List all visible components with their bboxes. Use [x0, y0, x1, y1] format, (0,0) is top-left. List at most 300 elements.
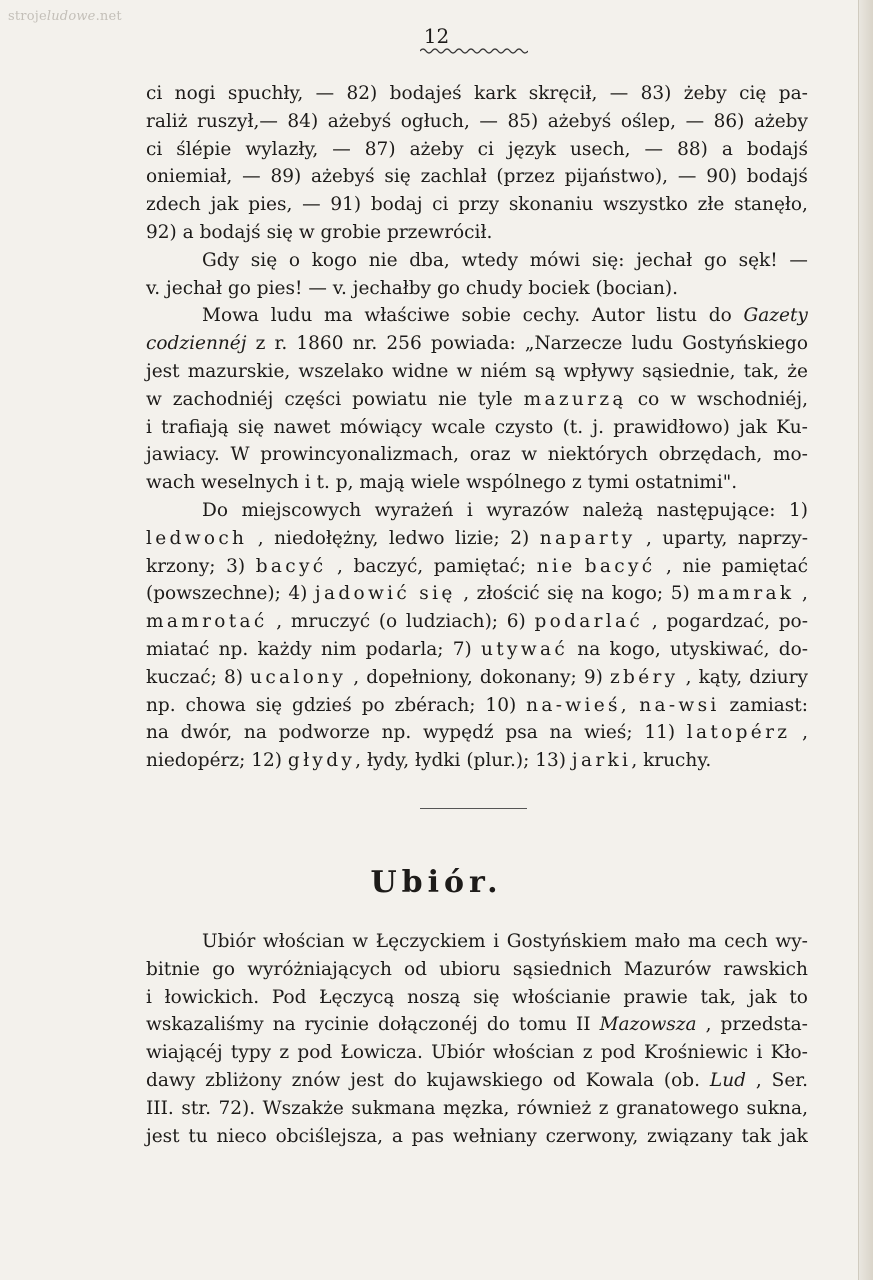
word: dwór, — [180, 722, 233, 744]
word: zbliżony — [205, 1069, 282, 1091]
word: 91) — [330, 194, 362, 216]
word: tak — [741, 1125, 772, 1147]
word: ci — [146, 138, 163, 160]
word: 12) — [251, 750, 283, 772]
word: lizie; — [455, 527, 500, 549]
word: — — [685, 110, 705, 132]
word: mówi — [529, 249, 581, 271]
word: kogo; — [611, 583, 664, 605]
word: t. — [316, 472, 330, 494]
word: zachodniéj — [172, 388, 274, 410]
word: np. — [146, 694, 176, 716]
word: Łęczycą — [319, 986, 395, 1008]
word: wiającéj — [146, 1042, 223, 1064]
text-line — [146, 191, 808, 219]
word: listu — [656, 305, 697, 327]
spaced-term: zbéry — [609, 666, 679, 688]
text-line — [146, 580, 808, 608]
word: tyle — [477, 388, 513, 410]
word: nim — [321, 638, 357, 660]
word: Ku- — [776, 416, 808, 438]
word: „Narzecze — [524, 333, 623, 355]
spaced-term: głydy — [287, 750, 356, 772]
word: 11) — [644, 722, 676, 744]
word: np. — [381, 722, 412, 744]
word: 7) — [452, 638, 472, 660]
word: go — [212, 958, 236, 980]
word: się — [547, 583, 574, 605]
text-line — [146, 1123, 808, 1151]
word: Pod — [271, 986, 307, 1008]
italic-title: Mazowsza — [599, 1014, 697, 1036]
word: ledwo — [388, 527, 445, 549]
word: przedsta- — [720, 1014, 808, 1036]
text-line — [146, 469, 808, 497]
word: i — [146, 986, 152, 1008]
word: , — [463, 583, 470, 605]
word: sukmana — [351, 1097, 436, 1119]
word: również — [516, 1097, 592, 1119]
word: rycinie — [304, 1014, 370, 1036]
word: , — [355, 750, 362, 772]
word: się — [473, 986, 500, 1008]
word: jak — [210, 194, 239, 216]
spaced-term: na-wieś, na-wsi — [526, 694, 720, 716]
word: dawy — [146, 1069, 196, 1091]
word: wy- — [775, 931, 808, 952]
word: 1860 — [296, 333, 344, 355]
word: 2) — [510, 527, 530, 549]
word: nie — [368, 249, 398, 271]
text-line — [146, 636, 808, 664]
word: prowincyonalizmach, — [260, 444, 459, 466]
word: nawet — [273, 416, 331, 438]
word: 6) — [506, 611, 526, 633]
spaced-term: latopérz — [686, 722, 791, 744]
word: język — [507, 138, 556, 160]
spaced-term: mamrotać — [146, 611, 268, 633]
word: , — [685, 666, 692, 688]
text-line — [146, 219, 808, 247]
word: na — [549, 722, 573, 744]
word: Ser. — [771, 1069, 808, 1091]
word: — — [302, 194, 321, 216]
text-line — [146, 1067, 808, 1095]
word: łowickich. — [164, 986, 260, 1008]
body-text-section-one — [146, 80, 808, 775]
word: ażebyś — [547, 110, 612, 132]
word: , — [801, 583, 808, 605]
text-line — [146, 247, 808, 275]
word: 3) — [226, 555, 246, 577]
word: , — [631, 750, 638, 772]
word: się — [250, 249, 278, 271]
word: właściwe — [364, 305, 450, 327]
word: złościć — [476, 583, 540, 605]
text-line — [146, 984, 808, 1012]
text-line — [146, 553, 808, 581]
word: zamiast: — [729, 694, 808, 716]
word: kogo, — [609, 638, 661, 660]
word: , — [337, 555, 343, 577]
word: należą — [582, 499, 644, 521]
word: chowa — [185, 694, 246, 716]
word: jechałby — [352, 277, 432, 299]
word: wyrażeń — [374, 499, 454, 521]
italic-title: Lud — [709, 1069, 746, 1091]
word: — — [242, 166, 261, 188]
word: pies! — [256, 277, 303, 299]
word: kark — [474, 83, 517, 104]
word: kąty, — [698, 666, 743, 688]
word: — — [479, 110, 498, 132]
word: Ubiór — [431, 1042, 485, 1064]
site-watermark — [8, 9, 122, 24]
text-line — [146, 1011, 808, 1039]
word: stanęło, — [734, 194, 808, 216]
text-line — [146, 956, 808, 984]
word: — — [789, 249, 808, 271]
word: 90) — [706, 166, 737, 188]
word: przy — [458, 194, 500, 216]
word: skonaniu — [508, 194, 594, 216]
word: ludu — [631, 333, 674, 355]
word: Kło- — [770, 1042, 808, 1064]
word: sęk! — [738, 249, 778, 271]
word: v. — [146, 277, 161, 299]
word: bodajś — [199, 221, 261, 243]
spaced-term: ucalony — [250, 666, 347, 688]
word: 4) — [288, 583, 308, 605]
word: ogłuch, — [400, 110, 470, 132]
word: (przez — [496, 166, 555, 188]
word: 84) — [287, 110, 319, 132]
word: w — [521, 444, 538, 466]
text-line — [146, 1039, 808, 1067]
word: jak — [739, 416, 768, 438]
word: j. — [592, 416, 604, 438]
word: 10) — [485, 694, 517, 716]
word: (powszechne); — [146, 583, 281, 605]
word: łydy, — [366, 750, 410, 772]
word: pijaństwo), — [564, 166, 669, 188]
word: sobie — [461, 305, 511, 327]
text-line — [146, 414, 808, 442]
word: ażebyś — [311, 166, 375, 188]
word: , — [353, 666, 360, 688]
word: czerwony, — [545, 1125, 639, 1147]
word: 88) — [677, 138, 708, 160]
word: mają — [359, 472, 405, 494]
word: 89) — [270, 166, 302, 188]
word: niém — [480, 360, 527, 382]
word: ci — [146, 83, 163, 104]
text-line — [146, 608, 808, 636]
word: z — [572, 472, 582, 494]
section-heading: Ubiór. — [370, 865, 503, 900]
word: (bocian). — [595, 277, 679, 299]
word: tu — [188, 1125, 208, 1147]
word: wypędź — [423, 722, 494, 744]
word: oraz — [469, 444, 511, 466]
word: się — [237, 416, 265, 438]
word: rawskich — [723, 958, 808, 980]
word: raliż — [146, 110, 188, 132]
word: tomu — [518, 1014, 567, 1036]
word: podworze — [278, 722, 370, 744]
word: następujące: — [656, 499, 776, 521]
word: , — [755, 1069, 762, 1091]
word: zbérach; — [394, 694, 476, 716]
page-number: 12 — [423, 24, 450, 48]
word: pas — [411, 1125, 445, 1147]
word: ostatnimi". — [634, 472, 738, 494]
spaced-term: nie bacyć — [536, 555, 656, 577]
text-line — [146, 664, 808, 692]
word: ludziach); — [405, 611, 499, 633]
word: Kowala — [585, 1069, 654, 1091]
word: 8) — [223, 666, 243, 688]
word: III. — [146, 1097, 174, 1119]
word: nie — [682, 555, 712, 577]
word: ażebyś — [327, 110, 392, 132]
word: na — [577, 638, 601, 660]
word: gdzieś — [292, 694, 352, 716]
word: wschodniéj, — [697, 388, 808, 410]
word: i — [146, 416, 152, 438]
word: 86) — [713, 110, 745, 132]
word: 72). — [218, 1097, 256, 1119]
word: tymi — [587, 472, 630, 494]
word: sąsiednich — [512, 958, 612, 980]
word: pa- — [778, 83, 808, 104]
word: i — [493, 931, 500, 952]
word: wcale — [431, 416, 486, 438]
word: cechy. — [522, 305, 581, 327]
word: nieco — [216, 1125, 267, 1147]
word: sąsiednie, — [642, 360, 736, 382]
word: weselnych — [201, 472, 299, 494]
word: , — [276, 611, 283, 633]
word: wyróżniających — [247, 958, 392, 980]
text-line — [146, 747, 808, 775]
word: w — [298, 221, 315, 243]
word: prawie — [623, 986, 688, 1008]
word: kogo — [311, 249, 358, 271]
word: wszystko — [603, 194, 688, 216]
word: — — [609, 83, 629, 104]
word: ślépie — [176, 138, 232, 160]
word: dokonany; — [479, 666, 577, 688]
word: 85) — [507, 110, 539, 132]
word: zdech — [146, 194, 201, 216]
word: czysto — [494, 416, 554, 438]
spaced-term: bacyć — [255, 555, 327, 577]
word: skręcił, — [528, 83, 598, 104]
word: a — [721, 138, 733, 160]
word: v. — [332, 277, 347, 299]
word: niedołężny, — [274, 527, 379, 549]
word: baczyć, — [353, 555, 424, 577]
word: chudy — [465, 277, 523, 299]
word: kujawskiego — [426, 1069, 543, 1091]
word: a — [182, 221, 194, 243]
word: bociek — [528, 277, 590, 299]
word: dziury — [749, 666, 808, 688]
word: ażeby — [753, 110, 808, 132]
word: niedopérz; — [146, 750, 246, 772]
watermark-suffix: .net — [95, 9, 122, 24]
word: to — [789, 986, 808, 1008]
word: ci — [477, 138, 494, 160]
word: pod — [600, 1042, 636, 1064]
word: jak — [779, 1125, 808, 1147]
word: wiele — [410, 472, 461, 494]
text-line — [146, 358, 808, 386]
word: wspólnego — [466, 472, 567, 494]
word: granatowego — [616, 1097, 739, 1119]
word: ludu — [270, 305, 313, 327]
word: jak — [748, 986, 777, 1008]
word: pod — [297, 1042, 333, 1064]
word: — — [677, 166, 697, 188]
word: grobie — [320, 221, 382, 243]
spaced-term: mazurzą — [523, 388, 627, 410]
word: go — [227, 277, 251, 299]
word: nie — [438, 388, 467, 410]
word: męzka, — [443, 1097, 510, 1119]
word: Ubiór — [202, 931, 256, 952]
page-edge-shadow — [858, 0, 873, 1280]
word: (o — [378, 611, 398, 633]
word: jechał — [166, 277, 223, 299]
text-line — [146, 441, 808, 469]
word: noszą — [407, 986, 461, 1008]
word: , — [705, 1014, 712, 1036]
word: uparty, — [662, 527, 728, 549]
word: miejscowych — [241, 499, 362, 521]
word: złe — [697, 194, 725, 216]
wavy-ornament — [420, 46, 528, 56]
word: do — [393, 1069, 417, 1091]
word: pamiętać — [721, 555, 808, 577]
word: a — [391, 1125, 403, 1147]
word: w — [352, 931, 369, 952]
word: wylazły, — [245, 138, 319, 160]
word: żeby — [683, 83, 727, 104]
word: Łowicza. — [340, 1042, 423, 1064]
word: ubioru — [439, 958, 501, 980]
text-line — [146, 136, 808, 164]
word: Autor — [591, 305, 645, 327]
word: powiatu — [352, 388, 428, 410]
word: (ob. — [663, 1069, 700, 1091]
word: 87) — [364, 138, 396, 160]
word: wełniany — [452, 1125, 537, 1147]
text-line — [146, 497, 808, 525]
word: wskazaliśmy — [146, 1014, 264, 1036]
word: typy — [230, 1042, 272, 1064]
word: do — [486, 1014, 510, 1036]
spaced-term: ledwoch — [146, 527, 248, 549]
word: (t. — [562, 416, 584, 438]
word: dołączonéj — [378, 1014, 478, 1036]
word: są — [534, 360, 556, 382]
word: bodajś — [746, 138, 808, 160]
word: z — [582, 1042, 593, 1064]
word: cię — [739, 83, 767, 104]
word: oślep, — [620, 110, 677, 132]
word: prawidłowo) — [613, 416, 730, 438]
word: widne — [391, 360, 449, 382]
word: 256 — [386, 333, 422, 355]
word: co — [637, 388, 660, 410]
word: się — [384, 166, 411, 188]
word: pies, — [248, 194, 293, 216]
word: mruczyć — [290, 611, 371, 633]
word: mało — [634, 931, 681, 952]
word: go — [436, 277, 460, 299]
word: spuchły, — [227, 83, 304, 104]
word: obrzędach, — [658, 444, 763, 466]
word: ma — [687, 931, 717, 952]
word: , — [802, 722, 808, 744]
word: z — [255, 333, 266, 355]
spaced-term: utywać — [481, 638, 569, 660]
spaced-term: jadowić się — [314, 583, 456, 605]
italic-title: codziennéj — [146, 333, 247, 355]
text-line — [146, 386, 808, 414]
word: trafiają — [161, 416, 229, 438]
word: sukna, — [746, 1097, 808, 1119]
word: jechał — [636, 249, 693, 271]
word: wtedy — [461, 249, 519, 271]
word: , — [257, 527, 264, 549]
word: W — [230, 444, 250, 466]
word: dopełniony, — [366, 666, 473, 688]
word: o — [288, 249, 300, 271]
spaced-term: mamrak — [697, 583, 795, 605]
word: utyskiwać, — [669, 638, 770, 660]
word: cech — [724, 931, 768, 952]
word: po — [361, 694, 385, 716]
word: nogi — [174, 83, 216, 104]
word: Łęczyckiem — [375, 931, 486, 952]
body-text-section-two — [146, 928, 808, 1150]
word: Mowa — [202, 305, 259, 327]
word: wszelako — [298, 360, 384, 382]
text-line — [146, 302, 808, 330]
word: wieś; — [584, 722, 633, 744]
word: 82) — [346, 83, 378, 104]
word: się — [255, 694, 283, 716]
text-line — [146, 163, 808, 191]
word: Gostyńskiego — [682, 333, 808, 355]
word: Wszakże — [262, 1097, 344, 1119]
word: związany — [647, 1125, 733, 1147]
word: 92) — [146, 221, 177, 243]
word: ma — [324, 305, 353, 327]
word: każdy — [257, 638, 312, 660]
word: w — [670, 388, 687, 410]
word: od — [404, 958, 428, 980]
word: ruszył,— — [197, 110, 278, 132]
word: psa — [505, 722, 538, 744]
word: go — [703, 249, 727, 271]
word: pamiętać; — [433, 555, 527, 577]
word: jest — [146, 360, 180, 382]
text-line — [146, 275, 808, 303]
